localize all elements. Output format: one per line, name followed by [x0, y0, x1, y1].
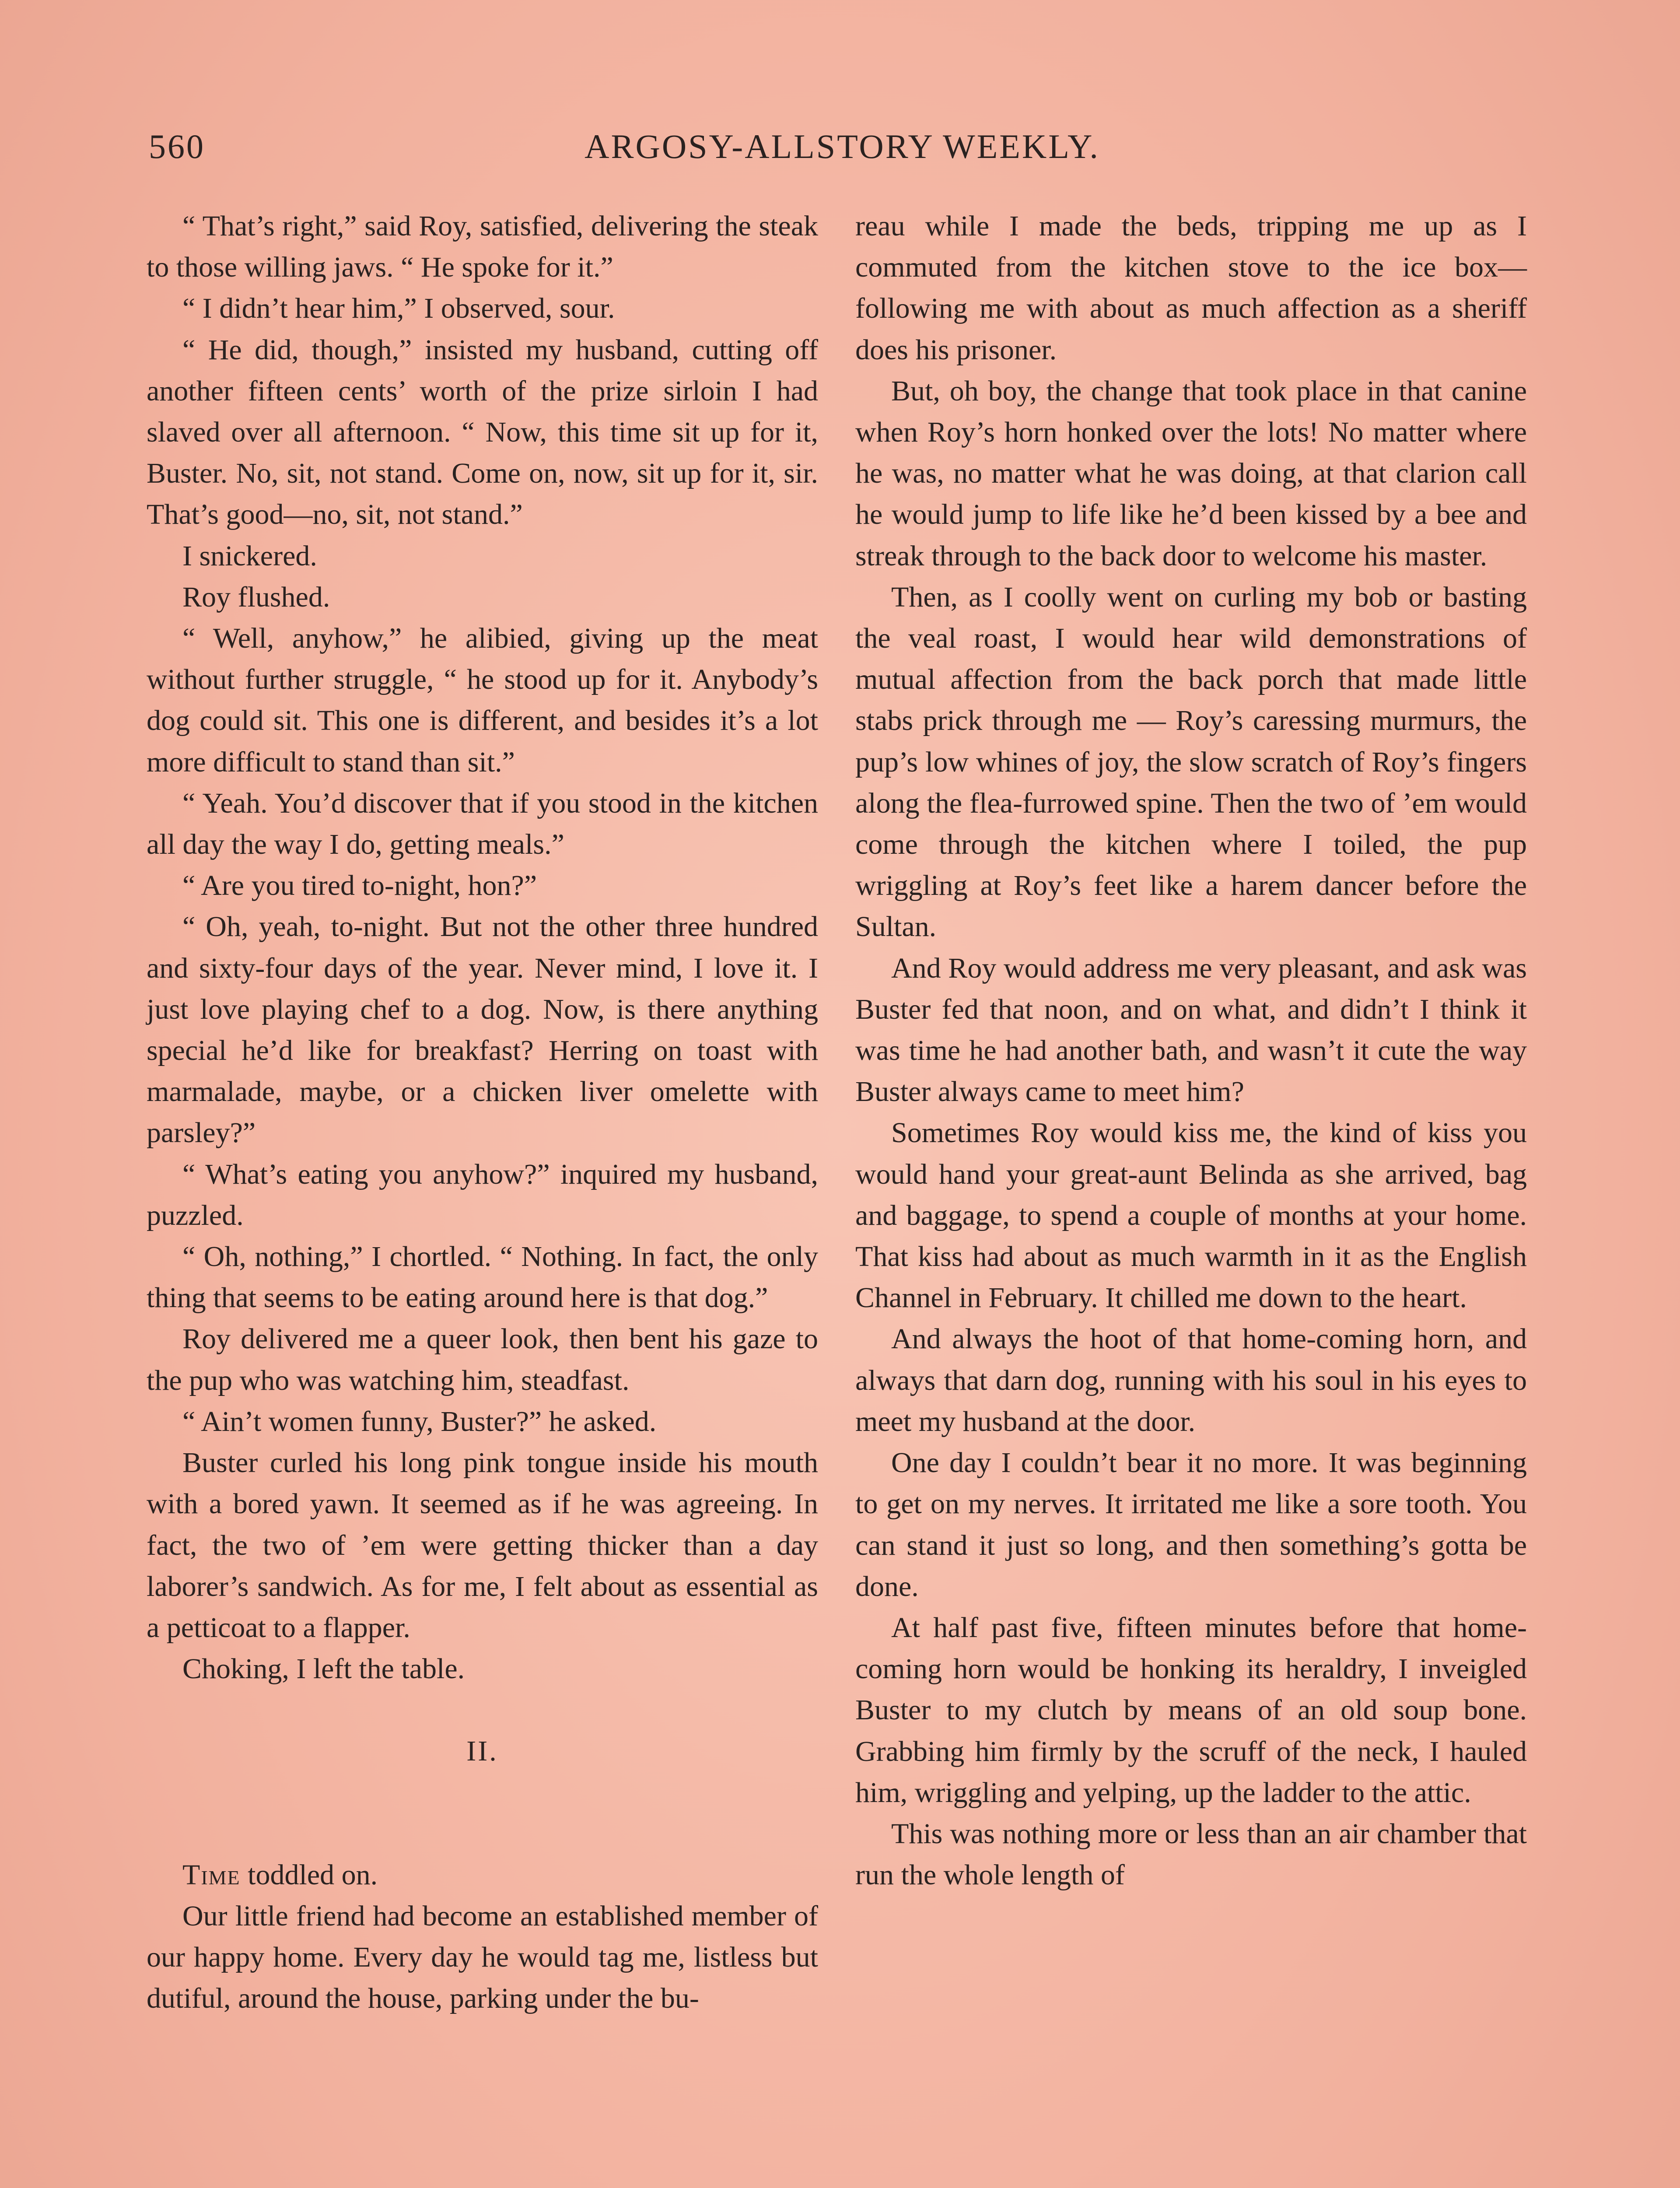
paragraph: And always the hoot of that home-coming horn, and always that darn dog, running with his soul in his eyes to meet my husband at the door. [855, 1323, 1527, 1438]
paragraph: And Roy would address me very pleasant, and ask was Buster fed that noon, and on what, and didn’t I think it was time he had another bath, and wasn’t it cute the way Buster always came to meet him? [855, 952, 1527, 1108]
paragraph: Choking, I left the table. [182, 1653, 465, 1685]
paragraph: “ Oh, nothing,” I chortled. “ Nothing. In fact, the only thing that seems to be eating around here is that dog.” [147, 1241, 818, 1314]
section-first-word: Time [182, 1858, 241, 1891]
paragraph: “ Oh, yeah, to-night. But not the other three hundred and sixty-four days of the year. Never mind, I love it. I just love playing chef to a dog. Now, is there anything special he’d like for breakfast? Herring on toast with marmalade, maybe, or a chicken liver omelette with parsley?” [147, 911, 818, 1149]
running-title: ARGOSY-ALLSTORY WEEKLY. [584, 127, 1100, 165]
paragraph: Buster curled his long pink tongue inside his mouth with a bored yawn. It seemed as if he was agreeing. In fact, the two of ’em were getting thicker than a day laborer’s sandwich. As for me, I felt about as essential as a petticoat to a flapper. [147, 1447, 818, 1644]
paragraph: Then, as I coolly went on curling my bob or basting the veal roast, I would hear wild demonstrations of mutual affection from the back porch that made little stabs prick through me — Roy’s caressing murmurs, the pup’s low whines of joy, the slow scratch of Roy’s fingers along the flea-furrowed spine. Then the two of ’em would come through the kitchen where I toiled, the pup wriggling at Roy’s feet like a harem dancer before the Sultan. [855, 581, 1527, 943]
paragraph: Roy flushed. [182, 581, 330, 613]
paragraph: Sometimes Roy would kiss me, the kind of kiss you would hand your great-aunt Belinda as she arrived, bag and baggage, to spend a couple of months at your home. That kiss had about as much warmth in it as the English Channel in February. It chilled me down to the heart. [855, 1117, 1527, 1314]
paragraph: “ What’s eating you anyhow?” inquired my husband, puzzled. [147, 1158, 818, 1231]
section-opening-paragraph [147, 1855, 818, 1896]
paragraph: At half past five, fifteen minutes before that home-coming horn would be honking its heraldry, I inveigled Buster to my clutch by means of an old soup bone. Grabbing him firmly by the scruff of the neck, I hauled him, wriggling and yelping, up the ladder to the attic. [855, 1611, 1527, 1809]
right-column [855, 206, 1527, 1896]
page-header [149, 127, 1536, 175]
paragraph: “ Are you tired to-night, hon?” [182, 870, 537, 902]
paragraph: “ That’s right,” said Roy, satisfied, delivering the steak to those willing jaws. “ He spoke for it.” [147, 210, 818, 284]
paragraph: I snickered. [182, 540, 317, 572]
paragraph: “ Yeah. You’d discover that if you stood in the kitchen all day the way I do, getting meals.” [147, 787, 818, 861]
left-column [147, 206, 818, 2019]
paragraph: “ Well, anyhow,” he alibied, giving up the meat without further struggle, “ he stood up for it. Anybody’s dog could sit. This one is different, and besides it’s a lot more difficult to stand than sit.” [147, 622, 818, 778]
paragraph: This was nothing more or less than an air chamber that run the whole length of [855, 1817, 1527, 1891]
paragraph: But, oh boy, the change that took place in that canine when Roy’s horn honked over the lots! No matter where he was, no matter what he was doing, at that clarion call he would jump to life like he’d been kissed by a bee and streak through to the back door to welcome his master. [855, 375, 1527, 572]
paragraph-continuation: reau while I made the beds, tripping me up as I commuted from the kitchen stove to the ice box—following me with about as much affection as a sheriff does his prisoner. [855, 210, 1527, 366]
paragraph: “ I didn’t hear him,” I observed, sour. [182, 292, 615, 325]
paragraph: Our little friend had become an established member of our happy home. Every day he would tag me, listless but dutiful, around the house, parking under the bu- [147, 1900, 818, 2015]
paragraph: “ Ain’t women funny, Buster?” he asked. [182, 1405, 657, 1438]
page-number: 560 [149, 127, 205, 165]
paragraph: “ He did, though,” insisted my husband, cutting off another fifteen cents’ worth of the prize sirloin I had slaved over all afternoon. “ Now, this time sit up for it, Buster. No, sit, not stand. Come on, now, sit up for it, sir. That’s good—no, sit, not stand.” [147, 333, 818, 531]
paragraph: One day I couldn’t bear it no more. It was beginning to get on my nerves. It irritated me like a sore tooth. You can stand it just so long, and then something’s gotta be done. [855, 1447, 1527, 1602]
section-heading: II. [466, 1735, 498, 1767]
paragraph: Roy delivered me a queer look, then bent his gaze to the pup who was watching him, steadfast. [147, 1323, 818, 1396]
section-first-text: toddled on. [240, 1858, 378, 1891]
